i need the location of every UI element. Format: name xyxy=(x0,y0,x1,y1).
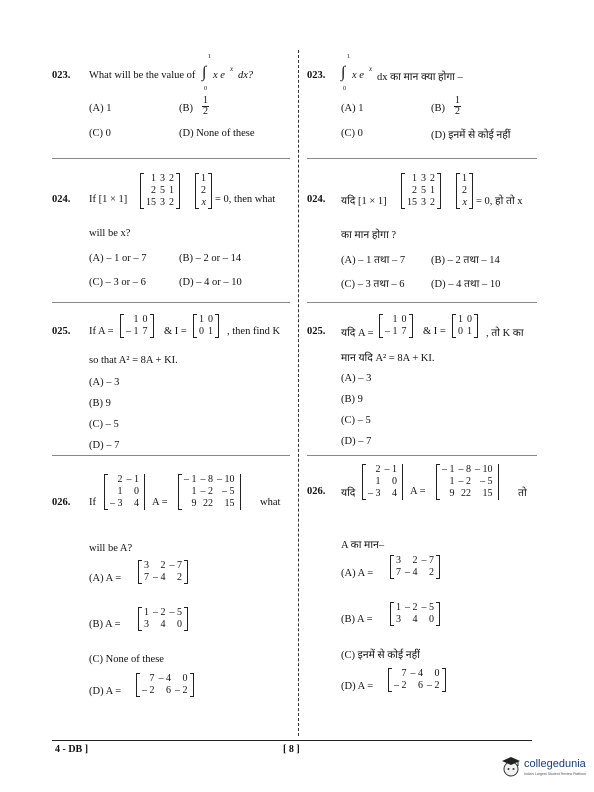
option-d: (D) इनमें से कोई नहीं xyxy=(431,130,511,141)
matrix-entry: 0 xyxy=(199,326,204,337)
lower-limit: 0 xyxy=(343,86,346,92)
matrix-entry: – 5 xyxy=(169,607,182,618)
option-b-matrix xyxy=(390,602,440,626)
option-c: (C) – 5 xyxy=(341,415,371,426)
option-a: (A) 1 xyxy=(341,103,364,114)
matrix-entry: – 1 xyxy=(442,464,455,475)
upper-limit: 1 xyxy=(347,54,350,60)
matrix-entry: 3 xyxy=(421,197,426,208)
option-b: (B) 9 xyxy=(89,398,111,409)
matrix-entry: 1 xyxy=(133,314,139,325)
matrix-entry: 0 xyxy=(182,673,188,684)
matrix-entry: 7 xyxy=(142,326,148,337)
matrix-entry: – 1 xyxy=(126,326,139,337)
matrix-entry: 1 xyxy=(151,173,156,184)
matrix-entry: – 1 xyxy=(384,464,397,475)
matrix-entry: 1 xyxy=(191,486,197,497)
matrix-entry: – 1 xyxy=(385,326,398,337)
exponent: x xyxy=(230,65,234,73)
matrix-entry: – 2 xyxy=(200,486,213,497)
matrix-3x2 xyxy=(362,464,403,500)
question-text-cont: A का मान– xyxy=(341,540,385,551)
matrix-3x3 xyxy=(401,173,441,209)
option-b: (B) 9 xyxy=(341,394,363,405)
column-divider xyxy=(298,50,299,736)
matrix-entry: 4 xyxy=(160,619,166,630)
matrix-entry: 2 xyxy=(430,197,435,208)
option-b: (B) – 2 or – 14 xyxy=(179,253,242,264)
matrix-entry: 15 xyxy=(482,488,493,499)
question-text: If A = xyxy=(89,326,114,337)
option-c: (C) 0 xyxy=(89,128,111,139)
matrix-entry: 3 xyxy=(421,173,426,184)
matrix-entry: – 1 xyxy=(126,474,139,485)
numerator: 1 xyxy=(203,95,208,106)
matrix-entry: 5 xyxy=(160,185,165,196)
matrix-entry: 1 xyxy=(392,314,398,325)
matrix-entry: – 3 xyxy=(368,488,381,499)
matrix-entry: 0 xyxy=(467,314,472,325)
matrix-entry: 2 xyxy=(160,560,166,571)
matrix-entry: 5 xyxy=(421,185,426,196)
question-text-cont: , तो K का xyxy=(486,328,524,339)
question-text: If [1 × 1] xyxy=(89,194,128,205)
option-d: (D) – 4 तथा – 10 xyxy=(431,279,501,290)
matrix-entry: 0 xyxy=(401,314,407,325)
brand-tagline: India's Largest Student Review Platform xyxy=(524,772,587,776)
question-separator xyxy=(52,158,290,159)
matrix-entry: 1 xyxy=(117,486,123,497)
matrix-entry: 1 xyxy=(208,326,213,337)
option-c: (C) – 3 तथा – 6 xyxy=(341,279,405,290)
option-a: (A) – 3 xyxy=(341,373,372,384)
option-b: (B) xyxy=(179,103,193,114)
question-number: 025. xyxy=(52,326,71,337)
matrix-entry: – 7 xyxy=(169,560,182,571)
integrand: x e xyxy=(213,70,225,81)
matrix-entry: 4 xyxy=(134,498,139,509)
matrix-entry: – 4 xyxy=(410,668,423,679)
question-number: 026. xyxy=(307,486,326,497)
lower-limit: 0 xyxy=(204,86,207,92)
denominator: 2 xyxy=(455,106,460,117)
option-c: (C) – 5 xyxy=(89,419,119,430)
option-b: (B) – 2 तथा – 14 xyxy=(431,255,500,266)
matrix-entry: 1 xyxy=(144,607,149,618)
option-a: (A) – 1 or – 7 xyxy=(89,253,147,264)
question-number: 024. xyxy=(52,194,71,205)
denominator: 2 xyxy=(203,106,208,117)
identity-label: & I = xyxy=(164,326,187,337)
matrix-entry: 0 xyxy=(142,314,148,325)
matrix-entry: – 8 xyxy=(458,464,471,475)
option-a: (A) 1 xyxy=(89,103,112,114)
matrix-a xyxy=(120,314,154,338)
matrix-entry: 9 xyxy=(449,488,455,499)
matrix-entry: 1 xyxy=(396,602,401,613)
matrix-entry: – 2 xyxy=(405,602,418,613)
matrix-entry: 22 xyxy=(203,498,213,509)
matrix-3x2 xyxy=(104,474,145,510)
upper-limit: 1 xyxy=(208,54,211,60)
matrix-entry: 1 xyxy=(201,173,206,184)
matrix-entry: 2 xyxy=(177,572,182,583)
matrix-entry: 0 xyxy=(458,326,463,337)
matrix-entry: 15 xyxy=(146,197,156,208)
option-d-matrix xyxy=(136,673,194,697)
option-b-fraction xyxy=(202,96,209,117)
option-d-label: (D) A = xyxy=(89,686,122,697)
question-text: यदि A = xyxy=(341,328,374,339)
matrix-entry: – 5 xyxy=(222,486,235,497)
matrix-entry: 22 xyxy=(461,488,471,499)
option-c: (C) None of these xyxy=(89,654,164,665)
matrix-entry: 4 xyxy=(412,614,418,625)
footer-rule xyxy=(52,740,532,741)
matrix-entry: 3 xyxy=(144,560,149,571)
english-column xyxy=(52,46,297,738)
brand-name: collegedunia xyxy=(524,758,586,770)
matrix-entry: – 10 xyxy=(475,464,493,475)
option-d-label: (D) A = xyxy=(341,681,374,692)
matrix-entry: 0 xyxy=(429,614,434,625)
matrix-3x3 xyxy=(140,173,180,209)
integral-sign: ∫ xyxy=(202,64,207,81)
matrix-entry: 2 xyxy=(412,185,417,196)
option-c: (C) – 3 or – 6 xyxy=(89,277,146,288)
matrix-entry: – 2 xyxy=(427,680,440,691)
matrix-entry: 1 xyxy=(467,326,472,337)
matrix-entry: 7 xyxy=(144,572,149,583)
matrix-entry: 0 xyxy=(392,476,397,487)
matrix-entry: – 2 xyxy=(394,680,407,691)
matrix-entry: 1 xyxy=(169,185,174,196)
question-number: 023. xyxy=(52,70,71,81)
matrix-entry: 1 xyxy=(430,185,435,196)
matrix-entry: – 2 xyxy=(142,685,155,696)
matrix-entry: 1 xyxy=(375,476,381,487)
matrix-entry: 2 xyxy=(429,567,434,578)
option-b-label: (B) A = xyxy=(89,619,121,630)
matrix-entry: 2 xyxy=(462,185,467,196)
matrix-entry: – 2 xyxy=(458,476,471,487)
matrix-entry: 0 xyxy=(177,619,182,630)
column-vector xyxy=(195,173,212,209)
question-text: If xyxy=(89,497,96,508)
question-number: 023. xyxy=(307,70,326,81)
hindi-column xyxy=(307,46,537,738)
matrix-entry: – 5 xyxy=(480,476,493,487)
question-text-cont: will be x? xyxy=(89,228,131,239)
matrix-entry: 2 xyxy=(169,173,174,184)
matrix-entry: 6 xyxy=(418,680,423,691)
matrix-entry: 2 xyxy=(117,474,123,485)
matrix-entry: 1 xyxy=(458,314,463,325)
question-text-cont: so that A² = 8A + KI. xyxy=(89,355,178,366)
question-text: What will be the value of xyxy=(89,70,196,81)
matrix-entry: 1 xyxy=(462,173,467,184)
matrix-entry: 2 xyxy=(201,185,206,196)
matrix-entry: 0 xyxy=(434,668,440,679)
question-text-mid: A = xyxy=(152,497,168,508)
exponent: x xyxy=(369,65,373,73)
question-separator xyxy=(52,302,290,303)
question-text-cont: मान यदि A² = 8A + KI. xyxy=(341,353,435,364)
matrix-entry: 2 xyxy=(375,464,381,475)
matrix-entry: 7 xyxy=(396,567,401,578)
differential: dx? xyxy=(238,70,254,81)
matrix-entry: 3 xyxy=(396,614,401,625)
option-d: (D) – 7 xyxy=(341,436,372,447)
option-b-label: (B) A = xyxy=(341,614,373,625)
option-b: (B) xyxy=(431,103,445,114)
question-separator xyxy=(307,302,537,303)
matrix-entry: 7 xyxy=(401,326,407,337)
matrix-entry: – 4 xyxy=(158,673,171,684)
matrix-a xyxy=(379,314,413,338)
matrix-entry: 0 xyxy=(134,486,139,497)
question-text-cont: तो xyxy=(518,488,527,499)
matrix-entry: – 1 xyxy=(184,474,197,485)
matrix-entry: 3 xyxy=(144,619,149,630)
matrix-entry: 2 xyxy=(430,173,435,184)
integrand: x e xyxy=(352,70,364,81)
option-a: (A) – 1 तथा – 7 xyxy=(341,255,406,266)
question-text-mid: A = xyxy=(410,486,426,497)
matrix-entry: 9 xyxy=(191,498,197,509)
question-number: 025. xyxy=(307,326,326,337)
result-matrix xyxy=(436,464,499,500)
matrix-entry: 7 xyxy=(401,668,407,679)
matrix-entry: 15 xyxy=(224,498,235,509)
option-b-matrix xyxy=(138,607,188,631)
matrix-entry: 3 xyxy=(160,197,165,208)
matrix-entry: 15 xyxy=(407,197,417,208)
question-separator xyxy=(52,455,290,456)
option-a: (A) – 3 xyxy=(89,377,120,388)
matrix-entry: 2 xyxy=(169,197,174,208)
page-number: [ 8 ] xyxy=(283,744,300,755)
matrix-entry: 1 xyxy=(449,476,455,487)
matrix-entry: 0 xyxy=(208,314,213,325)
matrix-entry: 2 xyxy=(151,185,156,196)
matrix-entry: 3 xyxy=(160,173,165,184)
matrix-entry: – 7 xyxy=(421,555,434,566)
identity-matrix xyxy=(452,314,478,338)
matrix-entry: 1 xyxy=(412,173,417,184)
matrix-entry: 3 xyxy=(396,555,401,566)
question-number: 024. xyxy=(307,194,326,205)
matrix-entry: 7 xyxy=(149,673,155,684)
question-separator xyxy=(307,158,537,159)
question-text: यदि [1 × 1] xyxy=(341,196,387,207)
option-c: (C) 0 xyxy=(341,128,363,139)
matrix-entry: 6 xyxy=(166,685,171,696)
option-b-fraction xyxy=(454,96,461,117)
integral-sign: ∫ xyxy=(341,64,346,81)
numerator: 1 xyxy=(455,95,460,106)
option-d: (D) – 4 or – 10 xyxy=(179,277,242,288)
matrix-entry: – 8 xyxy=(200,474,213,485)
result-matrix xyxy=(178,474,241,510)
question-text-cont: what xyxy=(260,497,281,508)
question-text: यदि xyxy=(341,488,356,499)
matrix-entry: – 3 xyxy=(110,498,123,509)
option-a-label: (A) A = xyxy=(89,573,122,584)
matrix-entry: – 10 xyxy=(217,474,235,485)
matrix-entry: – 2 xyxy=(153,607,166,618)
option-d-matrix xyxy=(388,668,446,692)
identity-matrix xyxy=(193,314,219,338)
option-c: (C) इनमें से कोई नहीं xyxy=(341,650,420,661)
matrix-entry: 2 xyxy=(412,555,418,566)
matrix-entry: – 2 xyxy=(175,685,188,696)
matrix-entry: x xyxy=(201,197,206,208)
matrix-entry: – 4 xyxy=(405,567,418,578)
identity-label: & I = xyxy=(423,326,446,337)
option-a-matrix xyxy=(138,560,188,584)
matrix-entry: 4 xyxy=(392,488,397,499)
question-number: 026. xyxy=(52,497,71,508)
question-text-cont: = 0, हो तो x xyxy=(476,196,523,207)
matrix-entry: – 4 xyxy=(153,572,166,583)
graduation-cap-icon xyxy=(500,755,522,779)
option-d: (D) None of these xyxy=(179,128,255,139)
question-text-cont: will be A? xyxy=(89,543,133,554)
collegedunia-logo xyxy=(500,755,590,781)
matrix-entry: 1 xyxy=(199,314,204,325)
column-vector xyxy=(456,173,473,209)
question-text: dx का मान क्या होगा – xyxy=(377,72,463,83)
option-d: (D) – 7 xyxy=(89,440,120,451)
matrix-entry: – 5 xyxy=(421,602,434,613)
option-a-matrix xyxy=(390,555,440,579)
question-text-cont: = 0, then what xyxy=(215,194,276,205)
question-text-cont: का मान होगा ? xyxy=(341,230,397,241)
matrix-entry: x xyxy=(462,197,467,208)
question-separator xyxy=(307,455,537,456)
booklet-code: 4 - DB ] xyxy=(55,744,89,755)
question-text-cont: , then find K xyxy=(227,326,281,337)
option-a-label: (A) A = xyxy=(341,568,374,579)
